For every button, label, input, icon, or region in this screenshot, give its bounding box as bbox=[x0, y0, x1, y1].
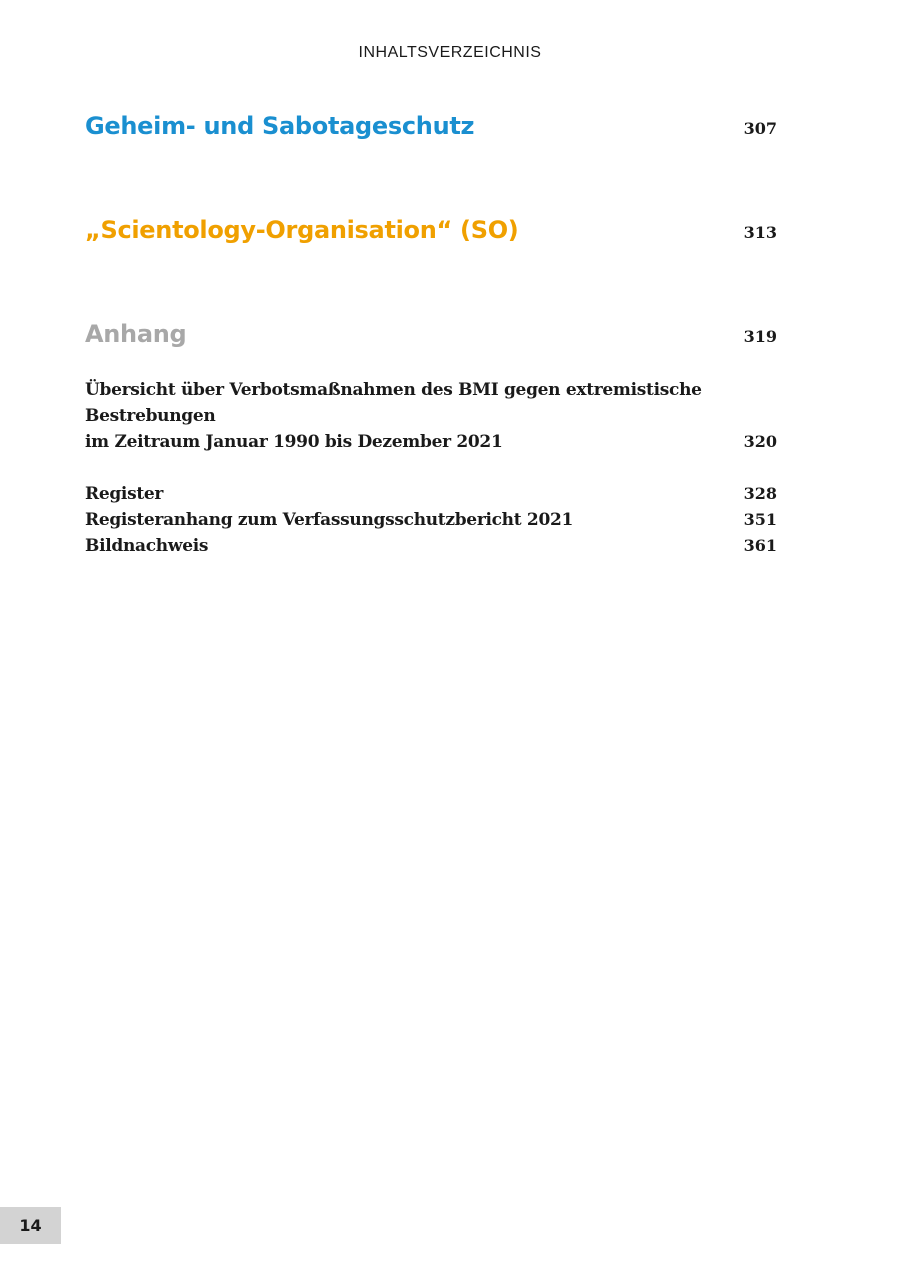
section-title: Anhang bbox=[85, 320, 187, 348]
page-number: 361 bbox=[743, 536, 777, 555]
page-number: 328 bbox=[743, 484, 777, 503]
page-number: 319 bbox=[743, 327, 777, 346]
page-number: 313 bbox=[743, 223, 777, 242]
entry-label: Register bbox=[85, 484, 164, 504]
footer-page-number: 14 bbox=[0, 1207, 61, 1244]
toc-entry-registeranhang[interactable] bbox=[85, 507, 777, 533]
page-number: 351 bbox=[743, 510, 777, 529]
toc-entry-verbotsmassnahmen[interactable] bbox=[85, 377, 777, 455]
entry-label: Registeranhang zum Verfassungsschutzbericht 2021 bbox=[85, 510, 574, 530]
running-header: INHALTSVERZEICHNIS bbox=[358, 44, 542, 61]
toc-entry-bildnachweis[interactable] bbox=[85, 533, 777, 559]
page-number: 320 bbox=[743, 432, 777, 451]
toc-section-anhang[interactable] bbox=[85, 320, 777, 348]
entry-label-line-1: Übersicht über Verbotsmaßnahmen des BMI gegen extremistische Bestrebungen bbox=[85, 380, 702, 426]
entry-label: Bildnachweis bbox=[85, 536, 209, 556]
toc-section-scientology[interactable] bbox=[85, 216, 777, 244]
page-number: 307 bbox=[743, 119, 777, 138]
section-title: „Scientology-Organisation“ (SO) bbox=[85, 216, 519, 244]
toc-entry-register[interactable] bbox=[85, 481, 777, 507]
toc-section-geheimschutz[interactable] bbox=[85, 112, 777, 140]
entry-label bbox=[85, 377, 744, 455]
entry-label-line-2: im Zeitraum Januar 1990 bis Dezember 2021 bbox=[85, 432, 503, 452]
section-title: Geheim- und Sabotageschutz bbox=[85, 112, 475, 140]
